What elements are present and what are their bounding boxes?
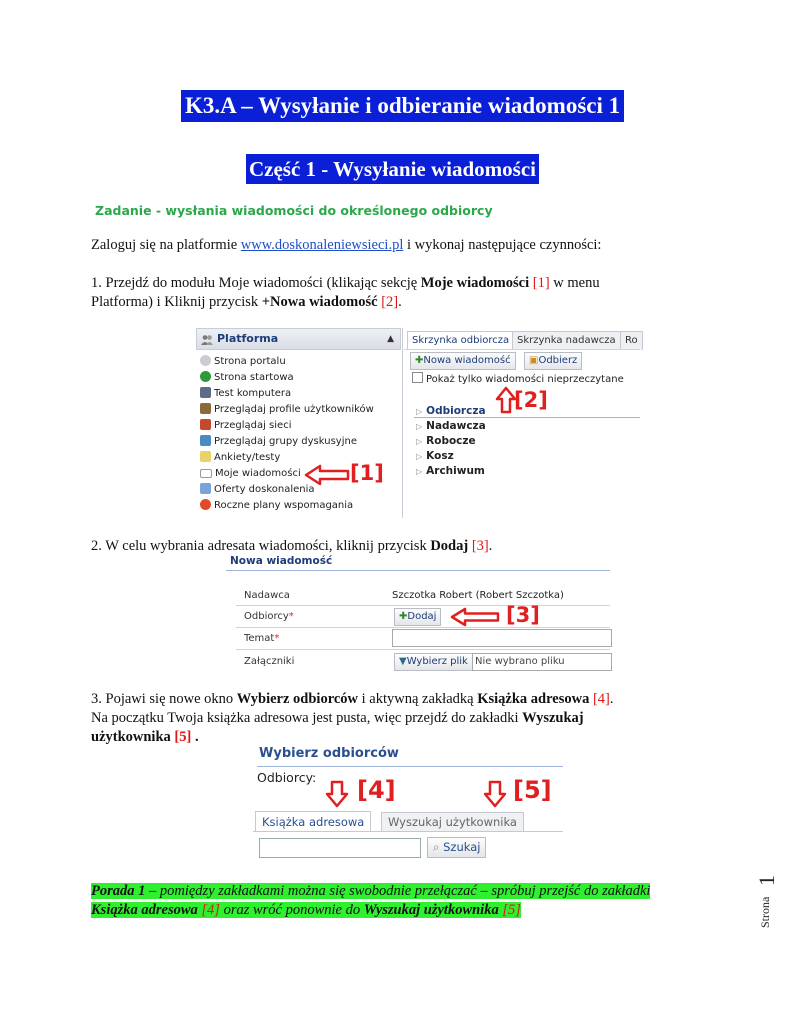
tip-marker: [4] — [197, 902, 220, 918]
add-label: Dodaj — [407, 611, 437, 622]
tip-bold: Wyszukaj użytkownika — [363, 902, 499, 918]
receive-label: Odbierz — [538, 355, 578, 366]
plus-icon: ✚ — [415, 355, 424, 366]
attachments-label: Załączniki — [244, 656, 295, 667]
inbox-icon: ▣ — [529, 355, 539, 366]
expand-icon: ▷ — [416, 407, 423, 416]
folder-label: Kosz — [426, 450, 454, 462]
step3-bold: Książka adresowa — [477, 691, 590, 707]
sender-label: Nadawca — [244, 590, 290, 601]
folder-nadawcza[interactable] — [416, 419, 486, 434]
menu-item-ankiety[interactable] — [200, 450, 280, 465]
subject-input[interactable] — [392, 629, 612, 647]
step2-text: 2. W celu wybrania adresata wiadomości, kliknij przycisk — [91, 538, 431, 554]
panel-divider — [402, 328, 403, 518]
plus-icon: ✚ — [399, 611, 408, 622]
expand-icon: ▷ — [416, 467, 423, 476]
arrow-left-icon — [450, 607, 500, 627]
arrow-left-icon — [304, 464, 350, 486]
profile-icon — [200, 403, 211, 414]
new-message-label: Nowa wiadomość — [423, 355, 511, 366]
folder-separator — [414, 417, 640, 418]
menu-item-label: Test komputera — [214, 388, 292, 399]
step1-paragraph — [91, 274, 691, 312]
step1-marker: [2] — [377, 294, 399, 310]
recipients-label-text: Odbiorcy — [244, 611, 289, 622]
checkbox[interactable] — [412, 372, 423, 383]
platform-link[interactable]: www.doskonaleniewsieci.pl — [240, 237, 404, 253]
menu-item-moje-wiadomosci[interactable] — [200, 466, 301, 481]
lifebuoy-icon — [200, 499, 211, 510]
home-icon — [200, 371, 211, 382]
subject-label — [244, 633, 279, 644]
group-icon — [200, 435, 211, 446]
tab-skrzynka-odbiorcza[interactable]: Skrzynka odbiorcza — [407, 331, 514, 350]
menu-item-label: Przeglądaj sieci — [214, 420, 292, 431]
menu-item-roczne-plany[interactable] — [200, 498, 353, 513]
subject-label-text: Temat — [244, 633, 275, 644]
tip-bold: Książka adresowa — [91, 902, 198, 918]
heading-rule — [226, 570, 610, 571]
upload-icon: ▼ — [399, 656, 407, 667]
recipients-label — [244, 611, 294, 622]
step1-text: Platforma) i Kliknij przycisk — [91, 294, 262, 310]
platform-panel-header[interactable] — [196, 328, 401, 350]
step2-text: . — [488, 538, 493, 554]
step3-bold: Wybierz odbiorców — [236, 691, 359, 707]
unread-filter[interactable] — [412, 372, 624, 385]
arrow-down-icon — [483, 780, 507, 808]
choose-file-label: Wybierz plik — [406, 656, 468, 667]
step2-bold: Dodaj — [430, 538, 469, 554]
envelope-icon — [200, 469, 212, 478]
arrow-down-icon — [325, 780, 349, 808]
task-heading: Zadanie - wysłania wiadomości do określonego odbiorcy — [95, 203, 493, 218]
folder-kosz[interactable] — [416, 449, 454, 464]
step3-text: . — [609, 691, 614, 707]
marker-5: [5] — [513, 776, 552, 804]
tab-search-user[interactable]: Wyszukaj użytkownika — [381, 812, 524, 832]
row-rule — [236, 627, 610, 628]
search-label: Szukaj — [443, 840, 481, 854]
menu-item-label: Strona portalu — [214, 356, 286, 367]
menu-item-oferty[interactable] — [200, 482, 315, 497]
menu-item-strona-portalu[interactable] — [200, 354, 286, 369]
collapse-arrow-icon[interactable]: ▲ — [387, 334, 394, 344]
step3-bold: użytkownika — [91, 729, 171, 745]
folder-robocze[interactable] — [416, 434, 476, 449]
section-title: Część 1 - Wysyłanie wiadomości — [246, 154, 539, 184]
step1-text: . — [398, 294, 402, 310]
choose-recipients-heading: Wybierz odbiorców — [259, 746, 399, 761]
menu-item-label: Ankiety/testy — [214, 452, 281, 463]
intro-paragraph — [91, 236, 691, 255]
screenshot-new-message — [226, 555, 610, 673]
new-message-heading: Nowa wiadomość — [230, 555, 333, 567]
choose-file-button[interactable] — [394, 653, 473, 671]
add-recipient-button[interactable] — [394, 608, 441, 626]
document-title: K3.A – Wysyłanie i odbieranie wiadomości 1 — [181, 90, 624, 122]
folder-archiwum[interactable] — [416, 464, 485, 479]
marker-4: [4] — [357, 776, 396, 804]
new-message-button[interactable] — [410, 352, 516, 370]
marker-1: [1] — [350, 461, 384, 485]
step3-text: . — [191, 729, 199, 745]
tab-address-book[interactable]: Książka adresowa — [255, 811, 371, 832]
intro-text-end: i wykonaj następujące czynności: — [403, 237, 602, 253]
search-input[interactable] — [259, 838, 421, 858]
users-icon — [201, 333, 213, 345]
menu-item-grupy[interactable] — [200, 434, 357, 449]
survey-icon — [200, 451, 211, 462]
step1-text: 1. Przejdź do modułu Moje wiadomości (klikając sekcję — [91, 275, 421, 291]
step3-bold: Wyszukaj — [522, 710, 584, 726]
receive-button[interactable] — [524, 352, 582, 370]
step3-text: 3. Pojawi się nowe okno — [91, 691, 237, 707]
screenshot-messages — [196, 328, 640, 518]
step2-paragraph — [91, 537, 691, 556]
folder-label: Robocze — [426, 435, 476, 447]
menu-item-label: Oferty doskonalenia — [214, 484, 315, 495]
folder-label: Archiwum — [426, 465, 485, 477]
tab-skrzynka-nadawcza[interactable]: Skrzynka nadawcza — [512, 331, 621, 350]
menu-item-label: Przeglądaj profile użytkowników — [214, 404, 374, 415]
folder-label: Nadawcza — [426, 420, 486, 432]
expand-icon: ▷ — [416, 452, 423, 461]
menu-item-sieci[interactable] — [200, 418, 291, 433]
platform-panel-title: Platforma — [217, 332, 279, 345]
search-icon: ⌕ — [433, 840, 440, 854]
menu-item-strona-startowa[interactable] — [200, 370, 294, 385]
tip-paragraph — [91, 882, 719, 920]
menu-item-label: Roczne plany wspomagania — [214, 500, 354, 511]
offer-icon — [200, 483, 211, 494]
required-marker: * — [274, 633, 280, 644]
menu-item-profile[interactable] — [200, 402, 374, 417]
tip-text: – pomiędzy zakładkami można się swobodnie przełączać – spróbuj przejść do zakładki — [145, 883, 651, 899]
globe-icon — [200, 355, 211, 366]
tip-marker: [5] — [498, 902, 521, 918]
page-label: Strona — [758, 896, 772, 928]
step3-marker: [5] — [170, 729, 192, 745]
recipients-label: Odbiorcy: — [257, 770, 317, 785]
computer-icon — [200, 387, 211, 398]
heading-rule — [257, 766, 563, 767]
menu-item-test-komputera[interactable] — [200, 386, 291, 401]
step3-paragraph — [91, 690, 691, 747]
step1-text: w menu — [549, 275, 600, 291]
file-name-field: Nie wybrano pliku — [472, 653, 612, 671]
row-rule — [236, 649, 610, 650]
tip-label: Porada 1 — [91, 883, 146, 899]
page-number: 1 — [754, 875, 779, 886]
step1-bold: +Nowa wiadomość — [261, 294, 378, 310]
marker-3: [3] — [506, 603, 540, 627]
sender-value: Szczotka Robert (Robert Szczotka) — [392, 590, 564, 601]
unread-filter-label: Pokaż tylko wiadomości nieprzeczytane — [426, 374, 624, 385]
step2-marker: [3] — [468, 538, 489, 554]
row-rule — [236, 605, 610, 606]
network-icon — [200, 419, 211, 430]
menu-item-label: Strona startowa — [214, 372, 294, 383]
tab-more[interactable]: Ro — [620, 331, 643, 350]
tab-underline — [404, 349, 640, 350]
menu-item-label: Moje wiadomości — [215, 468, 301, 479]
folder-label: Odbiorcza — [426, 405, 486, 417]
tab-underline — [253, 831, 563, 832]
page-footer — [752, 862, 791, 932]
step3-text: i aktywną zakładką — [358, 691, 478, 707]
menu-item-label: Przeglądaj grupy dyskusyjne — [214, 436, 357, 447]
search-button[interactable] — [427, 837, 486, 858]
step1-bold: Moje wiadomości — [420, 275, 530, 291]
tip-text: oraz wróć ponownie do — [219, 902, 364, 918]
step3-text: Na początku Twoja książka adresowa jest pusta, więc przejdź do zakładki — [91, 710, 523, 726]
step3-marker: [4] — [589, 691, 610, 707]
marker-2: [2] — [514, 388, 548, 412]
expand-icon: ▷ — [416, 437, 423, 446]
step1-marker: [1] — [529, 275, 550, 291]
required-marker: * — [288, 611, 294, 622]
intro-text: Zaloguj się na platformie — [91, 237, 241, 253]
expand-icon: ▷ — [416, 422, 423, 431]
screenshot-choose-recipients — [253, 742, 563, 868]
